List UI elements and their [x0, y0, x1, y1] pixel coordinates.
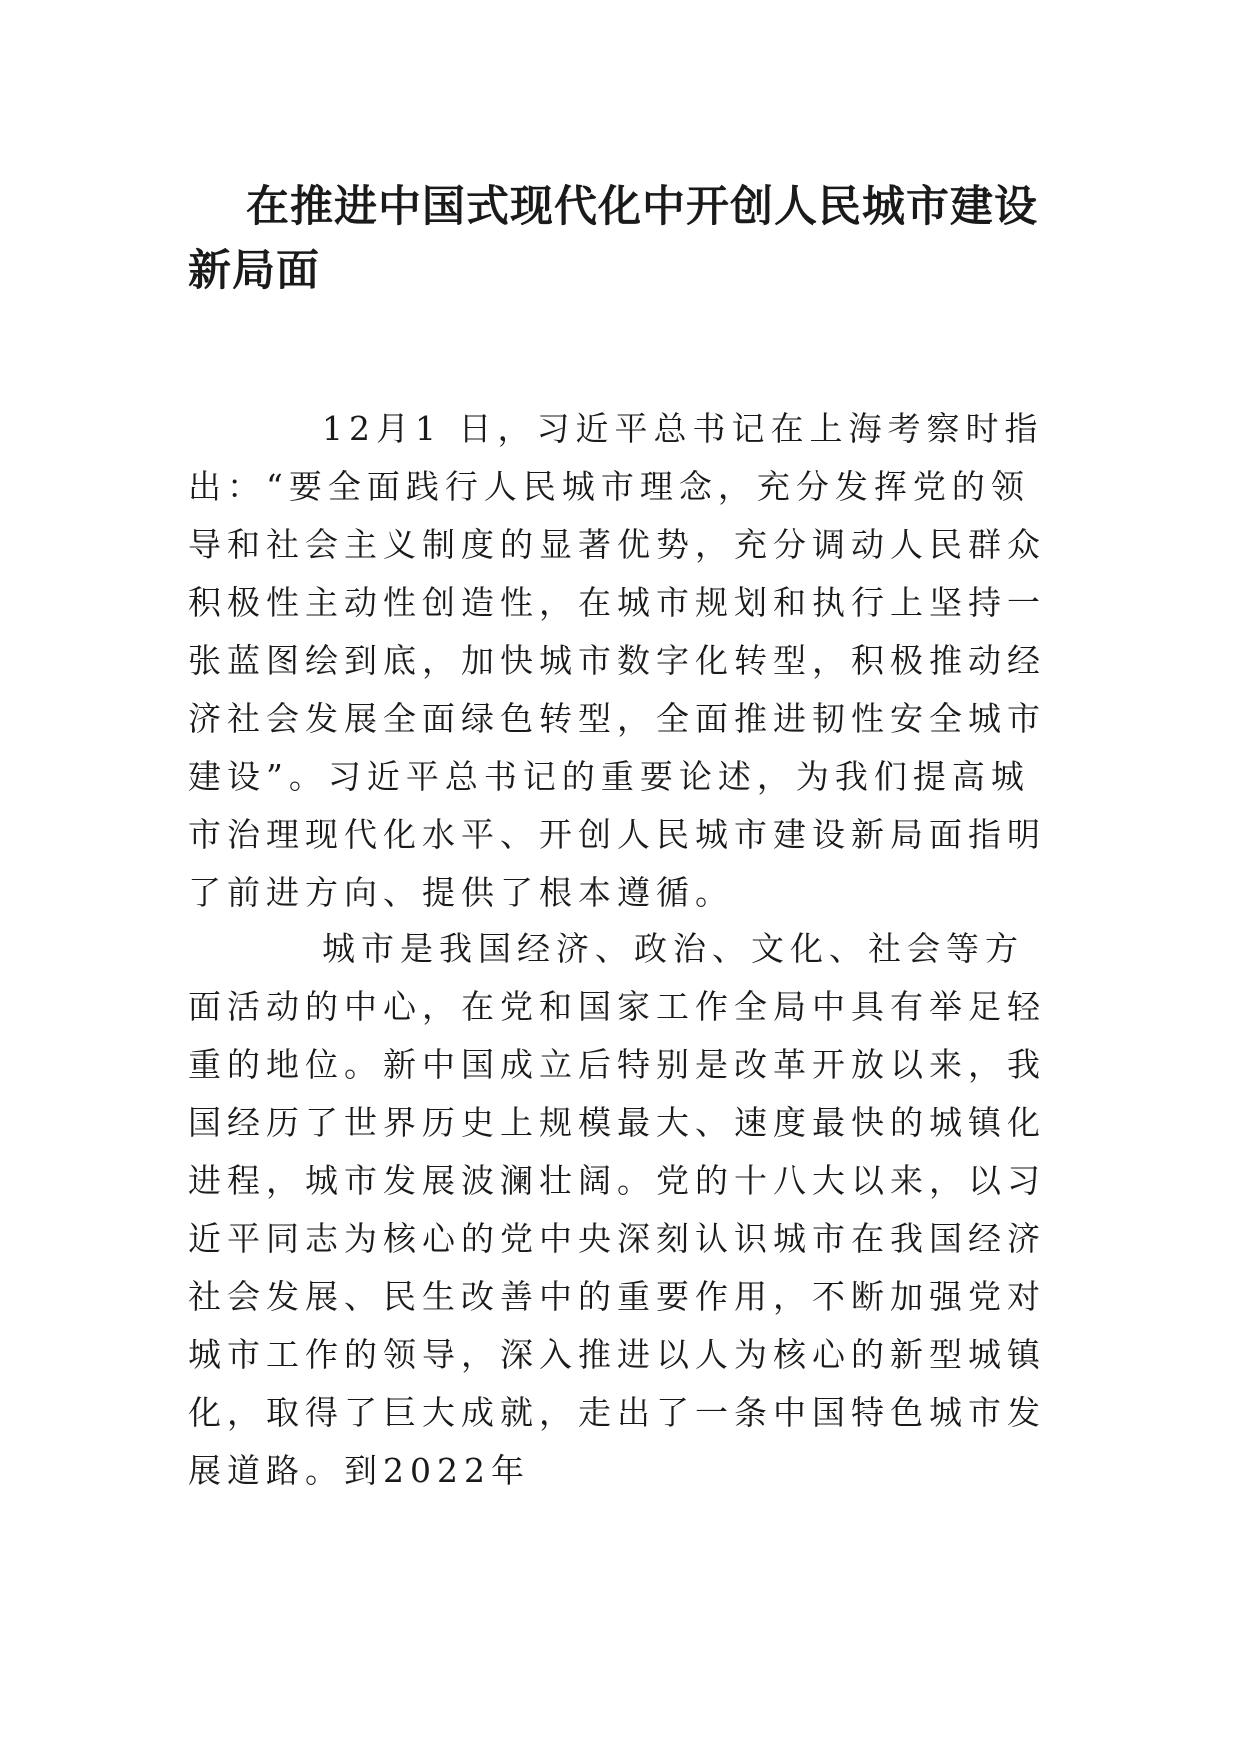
- body-paragraph-2: [188, 920, 1048, 1500]
- body-paragraph-1: [188, 400, 1048, 922]
- document-title: [188, 175, 1068, 303]
- body-paragraph-2-text: 城市是我国经济、政治、文化、社会等方面活动的中心，在党和国家工作全局中具有举足轻重的地位。新中国成立后特别是改革开放以来，我国经历了世界历史上规模最大、速度最快的城镇化进程，城市发展波澜壮阔。党的十八大以来，以习近平同志为核心的党中央深刻认识城市在我国经济社会发展、民生改善中的重要作用，不断加强党对城市工作的领导，深入推进以人为核心的新型城镇化，取得了巨大成就，走出了一条中国特色城市发展道路。到2022年: [188, 929, 1046, 1490]
- document-title-text: 在推进中国式现代化中开创人民城市建设新局面: [188, 182, 1038, 296]
- body-paragraph-1-text: 12月1 日，习近平总书记在上海考察时指出：“要全面践行人民城市理念，充分发挥党的领导和社会主义制度的显著优势，充分调动人民群众积极性主动性创造性，在城市规划和执行上坚持一张蓝图绘到底，加快城市数字化转型，积极推动经济社会发展全面绿色转型，全面推进韧性安全城市建设”。习近平总书记的重要论述，为我们提高城市治理现代化水平、开创人民城市建设新局面指明了前进方向、提供了根本遵循。: [188, 409, 1046, 912]
